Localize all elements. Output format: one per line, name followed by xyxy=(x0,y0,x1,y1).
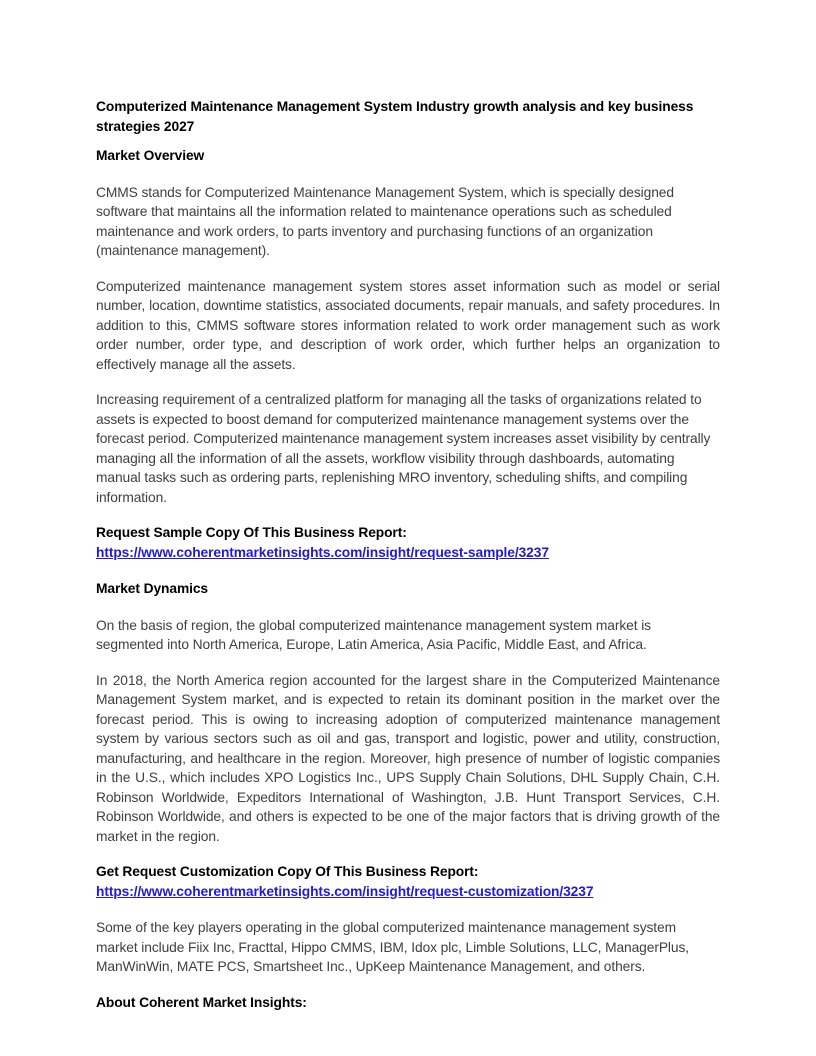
heading-about-coherent-market-insights: About Coherent Market Insights: xyxy=(96,994,307,1010)
paragraph-key-players: Some of the key players operating in the global computerized maintenance management system market include Fiix Inc, Fracttal, Hippo CMMS, IBM, Idox plc, Limble Solutions, LLC, ManagerPlus, ManWinWin, MATE PCS, Smartsheet Inc., UpKeep Maintenance Management, and others. xyxy=(96,920,689,974)
paragraph-region-segmentation: On the basis of region, the global computerized maintenance management system market is segmented into North America, Europe, Latin America, Asia Pacific, Middle East, and Africa. xyxy=(96,617,651,652)
request-customization-link[interactable]: https://www.coherentmarketinsights.com/insight/request-customization/3237 xyxy=(96,883,594,899)
request-sample-link[interactable]: https://www.coherentmarketinsights.com/insight/request-sample/3237 xyxy=(96,544,549,560)
paragraph-cmms-definition: CMMS stands for Computerized Maintenance Management System, which is specially designed software that maintains all the information related to maintenance operations such as scheduled maintenance and work orders, to parts inventory and purchasing functions of an organization (maintenance management). xyxy=(96,184,674,258)
heading-market-dynamics: Market Dynamics xyxy=(96,581,208,596)
paragraph-centralized-platform: Increasing requirement of a centralized platform for managing all the tasks of organizations related to assets is expected to boost demand for computerized maintenance management systems over the forecast period. Computerized maintenance management system increases asset visibility by centrally managing all the information of all the assets, workflow visibility through dashboards, automating manual tasks such as ordering parts, replenishing MRO inventory, scheduling shifts, and compiling information. xyxy=(96,392,711,505)
request-customization-block xyxy=(96,862,720,901)
paragraph-asset-information: Computerized maintenance management system stores asset information such as model or serial number, location, downtime statistics, associated documents, repair manuals, and safety procedures. In addition to this, CMMS software stores information related to work order management such as work order number, order type, and description of work order, which further helps an organization to effectively manage all the assets. xyxy=(96,278,720,372)
document-title: Computerized Maintenance Management System Industry growth analysis and key business strategies 2027 xyxy=(96,99,694,134)
heading-request-customization: Get Request Customization Copy Of This Business Report: xyxy=(96,864,479,879)
heading-market-overview: Market Overview xyxy=(96,148,205,163)
heading-request-sample: Request Sample Copy Of This Business Report: xyxy=(96,525,407,540)
document-content xyxy=(96,97,720,1029)
paragraph-north-america-share: In 2018, the North America region accounted for the largest share in the Computerized Maintenance Management System market, and is expected to retain its dominant position in the market over the forecast period. This is owing to increasing adoption of computerized maintenance management system by various sectors such as oil and gas, transport and logistic, power and utility, construction, manufacturing, and healthcare in the region. Moreover, high presence of number of logistic companies in the U.S., which includes XPO Logistics Inc., UPS Supply Chain Solutions, DHL Supply Chain, C.H. Robinson Worldwide, Expeditors International of Washington, J.B. Hunt Transport Services, C.H. Robinson Worldwide, and others is expected to be one of the major factors that is driving growth of the market in the region. xyxy=(96,672,720,844)
request-sample-block xyxy=(96,523,720,562)
